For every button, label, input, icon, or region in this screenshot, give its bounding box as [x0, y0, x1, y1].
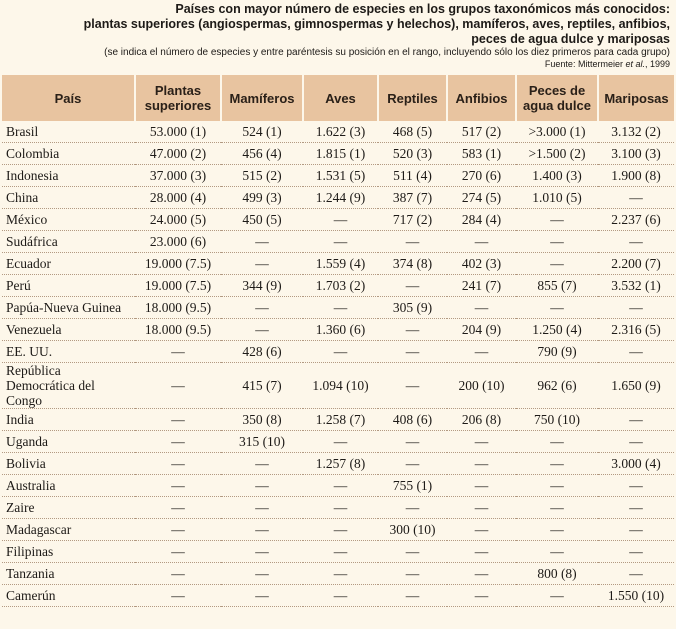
column-header: Mamíferos: [221, 75, 303, 121]
value-cell: 23.000 (6): [135, 231, 221, 253]
caption-subtitle: (se indica el número de especies y entre paréntesis su posición en el rango, incluyendo sólo los diez primeros para cada grupo): [104, 47, 670, 58]
value-cell: 284 (4): [447, 209, 516, 231]
country-cell: Papúa-Nueva Guinea: [2, 297, 135, 319]
value-cell: —: [378, 541, 447, 563]
value-cell: 755 (1): [378, 475, 447, 497]
value-cell: 517 (2): [447, 121, 516, 143]
value-cell: —: [598, 187, 674, 209]
table-row: [2, 165, 674, 187]
value-cell: —: [135, 585, 221, 607]
value-cell: —: [303, 431, 378, 453]
value-cell: —: [378, 341, 447, 363]
value-cell: 2.237 (6): [598, 209, 674, 231]
value-cell: —: [303, 519, 378, 541]
value-cell: —: [598, 475, 674, 497]
value-cell: —: [135, 431, 221, 453]
country-cell: Perú: [2, 275, 135, 297]
value-cell: 750 (10): [516, 409, 598, 431]
value-cell: 456 (4): [221, 143, 303, 165]
value-cell: —: [303, 297, 378, 319]
table-row: [2, 453, 674, 475]
country-cell: Uganda: [2, 431, 135, 453]
value-cell: 520 (3): [378, 143, 447, 165]
value-cell: 1.250 (4): [516, 319, 598, 341]
value-cell: —: [447, 453, 516, 475]
value-cell: —: [135, 497, 221, 519]
value-cell: 3.000 (4): [598, 453, 674, 475]
table-row: [2, 319, 674, 341]
value-cell: 200 (10): [447, 363, 516, 409]
value-cell: —: [221, 453, 303, 475]
table-row: [2, 541, 674, 563]
value-cell: —: [378, 319, 447, 341]
value-cell: —: [135, 409, 221, 431]
country-cell: Indonesia: [2, 165, 135, 187]
value-cell: —: [516, 209, 598, 231]
country-cell: Madagascar: [2, 519, 135, 541]
value-cell: —: [135, 541, 221, 563]
value-cell: 408 (6): [378, 409, 447, 431]
country-cell: Camerún: [2, 585, 135, 607]
value-cell: —: [378, 497, 447, 519]
value-cell: 387 (7): [378, 187, 447, 209]
value-cell: 3.100 (3): [598, 143, 674, 165]
value-cell: —: [378, 275, 447, 297]
country-cell: Tanzania: [2, 563, 135, 585]
value-cell: 19.000 (7.5): [135, 253, 221, 275]
table-caption: [0, 0, 670, 70]
country-cell: Ecuador: [2, 253, 135, 275]
value-cell: —: [135, 519, 221, 541]
value-cell: 402 (3): [447, 253, 516, 275]
value-cell: —: [516, 453, 598, 475]
value-cell: 3.532 (1): [598, 275, 674, 297]
value-cell: 511 (4): [378, 165, 447, 187]
column-header: Reptiles: [378, 75, 447, 121]
value-cell: 1.550 (10): [598, 585, 674, 607]
caption-title-line-3: peces de agua dulce y mariposas: [471, 32, 670, 46]
value-cell: —: [303, 209, 378, 231]
table-row: [2, 187, 674, 209]
value-cell: —: [221, 585, 303, 607]
value-cell: —: [221, 563, 303, 585]
value-cell: 1.258 (7): [303, 409, 378, 431]
value-cell: 2.316 (5): [598, 319, 674, 341]
value-cell: —: [516, 475, 598, 497]
table-row: [2, 209, 674, 231]
value-cell: 1.559 (4): [303, 253, 378, 275]
table-header-row: [2, 75, 674, 121]
table-row: [2, 253, 674, 275]
value-cell: —: [598, 409, 674, 431]
value-cell: 37.000 (3): [135, 165, 221, 187]
value-cell: —: [447, 541, 516, 563]
value-cell: >1.500 (2): [516, 143, 598, 165]
species-table: [2, 75, 674, 607]
value-cell: 206 (8): [447, 409, 516, 431]
value-cell: —: [378, 563, 447, 585]
table-row: [2, 121, 674, 143]
value-cell: —: [598, 341, 674, 363]
value-cell: 524 (1): [221, 121, 303, 143]
value-cell: 1.815 (1): [303, 143, 378, 165]
value-cell: —: [135, 453, 221, 475]
source-suffix: , 1999: [644, 59, 670, 69]
value-cell: —: [135, 341, 221, 363]
value-cell: —: [221, 231, 303, 253]
column-header: Plantas superiores: [135, 75, 221, 121]
country-cell: México: [2, 209, 135, 231]
value-cell: 374 (8): [378, 253, 447, 275]
country-cell: Bolivia: [2, 453, 135, 475]
value-cell: 1.244 (9): [303, 187, 378, 209]
value-cell: 300 (10): [378, 519, 447, 541]
column-header: País: [2, 75, 135, 121]
value-cell: 1.531 (5): [303, 165, 378, 187]
table-row: [2, 363, 674, 409]
value-cell: —: [303, 231, 378, 253]
table-row: [2, 409, 674, 431]
value-cell: —: [516, 297, 598, 319]
value-cell: —: [221, 253, 303, 275]
value-cell: >3.000 (1): [516, 121, 598, 143]
value-cell: 428 (6): [221, 341, 303, 363]
column-header: Anfibios: [447, 75, 516, 121]
table-row: [2, 585, 674, 607]
caption-source: [0, 59, 670, 70]
value-cell: 344 (9): [221, 275, 303, 297]
value-cell: 468 (5): [378, 121, 447, 143]
country-cell: China: [2, 187, 135, 209]
value-cell: —: [221, 475, 303, 497]
value-cell: —: [378, 453, 447, 475]
value-cell: 270 (6): [447, 165, 516, 187]
value-cell: 274 (5): [447, 187, 516, 209]
value-cell: —: [447, 431, 516, 453]
value-cell: —: [221, 497, 303, 519]
value-cell: —: [303, 497, 378, 519]
table-row: [2, 563, 674, 585]
value-cell: 204 (9): [447, 319, 516, 341]
value-cell: —: [598, 563, 674, 585]
country-cell: Colombia: [2, 143, 135, 165]
column-header: Aves: [303, 75, 378, 121]
source-italic: et al.: [625, 59, 645, 69]
value-cell: 790 (9): [516, 341, 598, 363]
value-cell: —: [303, 475, 378, 497]
value-cell: —: [598, 297, 674, 319]
value-cell: —: [378, 431, 447, 453]
country-cell: Sudáfrica: [2, 231, 135, 253]
value-cell: —: [447, 231, 516, 253]
value-cell: 962 (6): [516, 363, 598, 409]
value-cell: 855 (7): [516, 275, 598, 297]
column-header: Mariposas: [598, 75, 674, 121]
value-cell: 1.622 (3): [303, 121, 378, 143]
value-cell: —: [378, 363, 447, 409]
table-row: [2, 231, 674, 253]
table-row: [2, 275, 674, 297]
value-cell: 3.132 (2): [598, 121, 674, 143]
country-cell: Zaire: [2, 497, 135, 519]
value-cell: —: [516, 541, 598, 563]
value-cell: 18.000 (9.5): [135, 319, 221, 341]
value-cell: —: [135, 363, 221, 409]
value-cell: 800 (8): [516, 563, 598, 585]
value-cell: —: [447, 585, 516, 607]
value-cell: 350 (8): [221, 409, 303, 431]
table-row: [2, 431, 674, 453]
caption-title-line-2: plantas superiores (angiospermas, gimnospermas y helechos), mamíferos, aves, reptiles, anfibios,: [83, 17, 670, 31]
value-cell: 450 (5): [221, 209, 303, 231]
value-cell: —: [516, 253, 598, 275]
column-header: Peces de agua dulce: [516, 75, 598, 121]
value-cell: 1.360 (6): [303, 319, 378, 341]
value-cell: —: [598, 231, 674, 253]
table-row: [2, 341, 674, 363]
value-cell: 415 (7): [221, 363, 303, 409]
country-cell: Australia: [2, 475, 135, 497]
country-cell: India: [2, 409, 135, 431]
value-cell: 1.703 (2): [303, 275, 378, 297]
value-cell: —: [303, 563, 378, 585]
table-row: [2, 143, 674, 165]
value-cell: 515 (2): [221, 165, 303, 187]
value-cell: —: [516, 431, 598, 453]
value-cell: 583 (1): [447, 143, 516, 165]
value-cell: —: [447, 341, 516, 363]
value-cell: —: [598, 541, 674, 563]
source-prefix: Fuente: Mittermeier: [544, 59, 626, 69]
value-cell: 18.000 (9.5): [135, 297, 221, 319]
value-cell: —: [447, 497, 516, 519]
value-cell: 47.000 (2): [135, 143, 221, 165]
value-cell: —: [516, 519, 598, 541]
value-cell: 1.094 (10): [303, 363, 378, 409]
table-row: [2, 519, 674, 541]
value-cell: —: [221, 297, 303, 319]
value-cell: —: [221, 519, 303, 541]
value-cell: 28.000 (4): [135, 187, 221, 209]
caption-title-line-1: Países con mayor número de especies en los grupos taxonómicos más conocidos:: [175, 2, 670, 16]
table-row: [2, 297, 674, 319]
value-cell: 2.200 (7): [598, 253, 674, 275]
country-cell: Brasil: [2, 121, 135, 143]
value-cell: 315 (10): [221, 431, 303, 453]
value-cell: —: [516, 231, 598, 253]
value-cell: —: [447, 519, 516, 541]
value-cell: —: [303, 585, 378, 607]
value-cell: 1.900 (8): [598, 165, 674, 187]
value-cell: 24.000 (5): [135, 209, 221, 231]
country-cell: EE. UU.: [2, 341, 135, 363]
table-row: [2, 475, 674, 497]
value-cell: —: [447, 297, 516, 319]
value-cell: —: [447, 563, 516, 585]
value-cell: —: [221, 319, 303, 341]
value-cell: —: [221, 541, 303, 563]
value-cell: —: [303, 341, 378, 363]
table-row: [2, 497, 674, 519]
value-cell: 1.400 (3): [516, 165, 598, 187]
value-cell: —: [598, 519, 674, 541]
table-body: [2, 121, 674, 607]
country-cell: República Democrática del Congo: [2, 363, 135, 409]
value-cell: —: [378, 231, 447, 253]
value-cell: —: [135, 475, 221, 497]
value-cell: 717 (2): [378, 209, 447, 231]
value-cell: —: [378, 585, 447, 607]
value-cell: 1.010 (5): [516, 187, 598, 209]
country-cell: Venezuela: [2, 319, 135, 341]
value-cell: —: [135, 563, 221, 585]
value-cell: —: [598, 431, 674, 453]
value-cell: 305 (9): [378, 297, 447, 319]
value-cell: 499 (3): [221, 187, 303, 209]
value-cell: 1.650 (9): [598, 363, 674, 409]
country-cell: Filipinas: [2, 541, 135, 563]
value-cell: 241 (7): [447, 275, 516, 297]
value-cell: 53.000 (1): [135, 121, 221, 143]
value-cell: —: [447, 475, 516, 497]
value-cell: 1.257 (8): [303, 453, 378, 475]
value-cell: —: [516, 585, 598, 607]
value-cell: —: [598, 497, 674, 519]
value-cell: —: [516, 497, 598, 519]
value-cell: 19.000 (7.5): [135, 275, 221, 297]
value-cell: —: [303, 541, 378, 563]
